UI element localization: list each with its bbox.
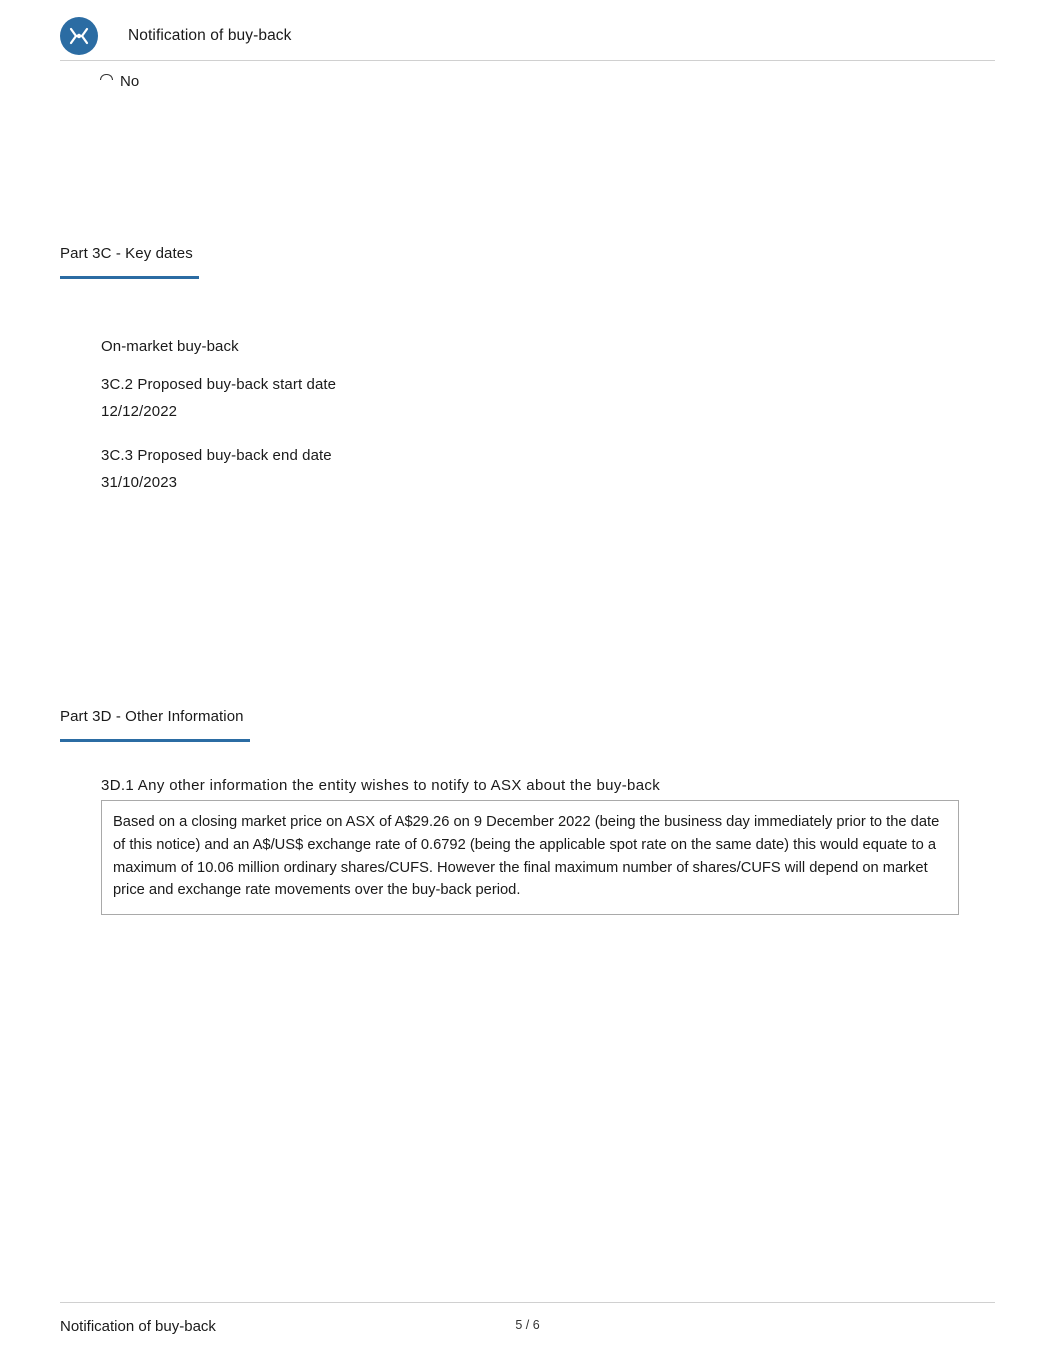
header-divider bbox=[60, 60, 995, 61]
field-label-other-information: 3D.1 Any other information the entity wishes to notify to ASX about the buy-back bbox=[101, 777, 661, 794]
section-underline bbox=[60, 739, 250, 742]
footer-divider bbox=[60, 1302, 995, 1303]
section-underline bbox=[60, 276, 199, 279]
footer-page-number: 5 / 6 bbox=[515, 1318, 540, 1332]
field-label-start-date: 3C.2 Proposed buy-back start date bbox=[101, 376, 337, 393]
radio-selected-icon bbox=[100, 70, 113, 83]
field-other-information bbox=[101, 777, 660, 794]
section-part-3d bbox=[60, 708, 250, 742]
footer-title: Notification of buy-back bbox=[60, 1318, 216, 1335]
section-title-part-3c: Part 3C - Key dates bbox=[60, 245, 193, 262]
other-information-textbox[interactable]: Based on a closing market price on ASX of A$29.26 on 9 December 2022 (being the business day immediately prior to the date of this notice) and an A$/US$ exchange rate of 0.6792 (being the applicable spot rate on the same date) this would equate to a maximum of 10.06 million ordinary shares/CUFS. However the final maximum number of shares/CUFS will depend on market price and exchange rate movements over the buy-back period. bbox=[101, 800, 959, 915]
section-part-3c bbox=[60, 245, 199, 279]
field-value-start-date: 12/12/2022 bbox=[101, 403, 178, 420]
header-title: Notification of buy-back bbox=[128, 27, 292, 44]
field-buyback-start-date bbox=[101, 376, 336, 420]
onmarket-buyback-subheading-block bbox=[101, 338, 239, 355]
onmarket-buyback-subheading: On-market buy-back bbox=[101, 338, 239, 355]
section-title-part-3d: Part 3D - Other Information bbox=[60, 708, 244, 725]
field-label-end-date: 3C.3 Proposed buy-back end date bbox=[101, 447, 332, 464]
answer-no-label: No bbox=[120, 73, 140, 90]
answer-no bbox=[100, 68, 139, 89]
field-buyback-end-date bbox=[101, 447, 332, 491]
asx-logo-icon bbox=[60, 17, 98, 55]
field-value-end-date: 31/10/2023 bbox=[101, 474, 178, 491]
document-header bbox=[60, 14, 995, 58]
